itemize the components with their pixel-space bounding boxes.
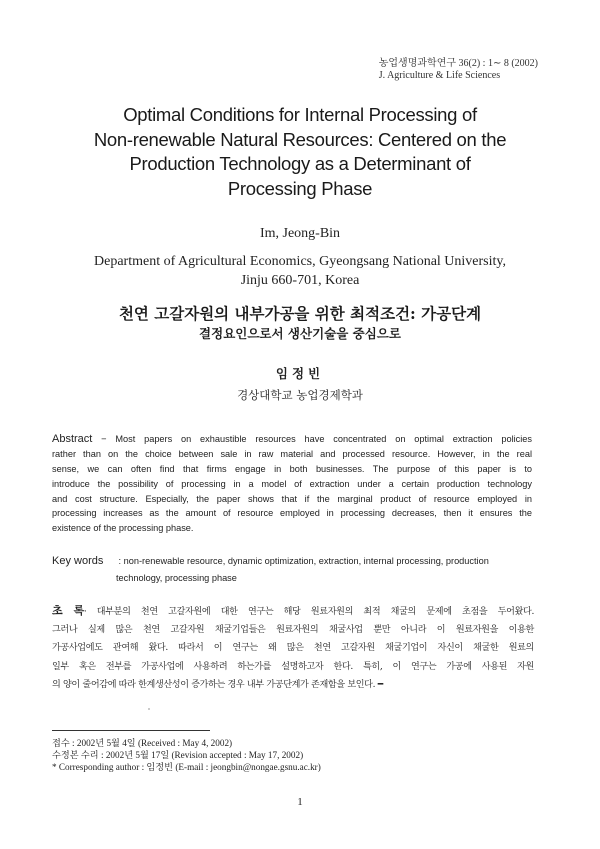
title-line: Production Technology as a Determinant of: [129, 153, 471, 174]
title-ko-line: 천연 고갈자원의 내부가공을 위한 최적조건: 가공단계: [118, 304, 482, 323]
abstract-ko-line: [52, 602, 534, 621]
footnote-corresponding: * Corresponding author : 임정빈 (E-mail : jeongbin@nongae.gsnu.ac.kr): [52, 762, 321, 772]
keywords-text: technology, processing phase: [116, 572, 237, 583]
title-ko-line: 결정요인으로서 생산기술을 중심으로: [199, 326, 401, 341]
footnote-divider: [52, 730, 210, 731]
page-number: 1: [297, 796, 303, 808]
abstract-ko-heading: 초 록: [52, 604, 84, 617]
abstract-line: processing increases as the amount of resource employed in processing decreases, then it ensures the: [52, 508, 532, 519]
keywords-row: [52, 570, 532, 587]
author-name-ko: 임정빈: [275, 366, 325, 381]
keywords-separator: :: [116, 556, 124, 566]
affiliation-en: [50, 252, 550, 290]
abstract-en: [52, 432, 532, 536]
footnotes: [52, 737, 532, 773]
abstract-line: introduce the possibility of processing in a model of extraction under a certain production technology: [52, 478, 532, 489]
abstract-ko-text: · 대부분의 천연 고갈자원에 대한 연구는 해당 원료자원의 최적 채굴의 문제에 초점을 두어왔다.: [83, 607, 534, 617]
speck: [148, 708, 150, 710]
abstract-ko-line: 의 양이 줄어감에 따라 한계생산성이 증가하는 경우 내부 가공단계가 존재함을 보인다. ━: [52, 680, 383, 690]
keywords-label: Key words: [52, 555, 104, 567]
affiliation-line: Department of Agricultural Economics, Gyeongsang National University,: [94, 254, 506, 269]
title-line: Non-renewable Natural Resources: Centered on the: [93, 128, 507, 150]
abstract-ko-line: 일부 혹은 전부를 가공사업에 사용하려 하는가를 설명하고자 한다. 특히, 이 연구는 가공에 사용된 자원: [52, 661, 534, 672]
keywords-row: [52, 553, 532, 570]
abstract-text: Most papers on exhaustible resources have concentrated on optimal extraction policies: [115, 434, 532, 444]
author-name-en: Im, Jeong-Bin: [259, 226, 341, 241]
abstract-line: sense, we can often find that firms engage in both businesses. The purpose of this paper is to: [52, 463, 532, 474]
title-line: Optimal Conditions for Internal Processing of: [123, 104, 477, 125]
paper-title-ko: [40, 303, 560, 343]
footnote-revision: 수정본 수리 : 2002년 5월 17일 (Revision accepted : May 17, 2002): [52, 750, 304, 760]
title-line: Processing Phase: [227, 177, 373, 199]
abstract-ko: [52, 602, 534, 695]
paper-title-en: [40, 103, 560, 201]
abstract-line: rather than on the choice between sale in raw material and processed resource. However, in the real: [52, 448, 532, 459]
abstract-heading: Abstract: [52, 433, 93, 445]
keywords-text: non-renewable resource, dynamic optimization, extraction, internal processing, production: [123, 556, 489, 566]
abstract-line: [52, 432, 532, 447]
abstract-line: existence of the processing phase.: [52, 523, 194, 534]
journal-name-en: J. Agriculture & Life Sciences: [378, 70, 501, 81]
affiliation-ko: 경상대학교 농업경제학과: [237, 388, 363, 402]
keywords: [52, 553, 532, 586]
footnote-received: 접수 : 2002년 5월 4일 (Received : May 4, 2002): [52, 738, 233, 748]
affiliation-line: Jinju 660-701, Korea: [240, 273, 360, 288]
abstract-dash: −: [92, 434, 116, 444]
journal-name-ko: 농업생명과학연구 36(2) : 1∼ 8 (2002): [378, 58, 538, 69]
abstract-ko-line: 가공사업에도 관여해 왔다. 따라서 이 연구는 왜 많은 천연 고갈자원 채굴기업이 자신이 채굴한 원료의: [52, 643, 534, 653]
abstract-line: and cost structure. Especially, the paper shows that if the marginal product of resource employed in: [52, 493, 532, 504]
abstract-ko-line: 그러나 실제 많은 천연 고갈자원 채굴기업들은 원료자원의 채굴사업 뿐만 아니라 이 원료자원을 이용한: [52, 624, 534, 635]
journal-header: [379, 58, 538, 82]
